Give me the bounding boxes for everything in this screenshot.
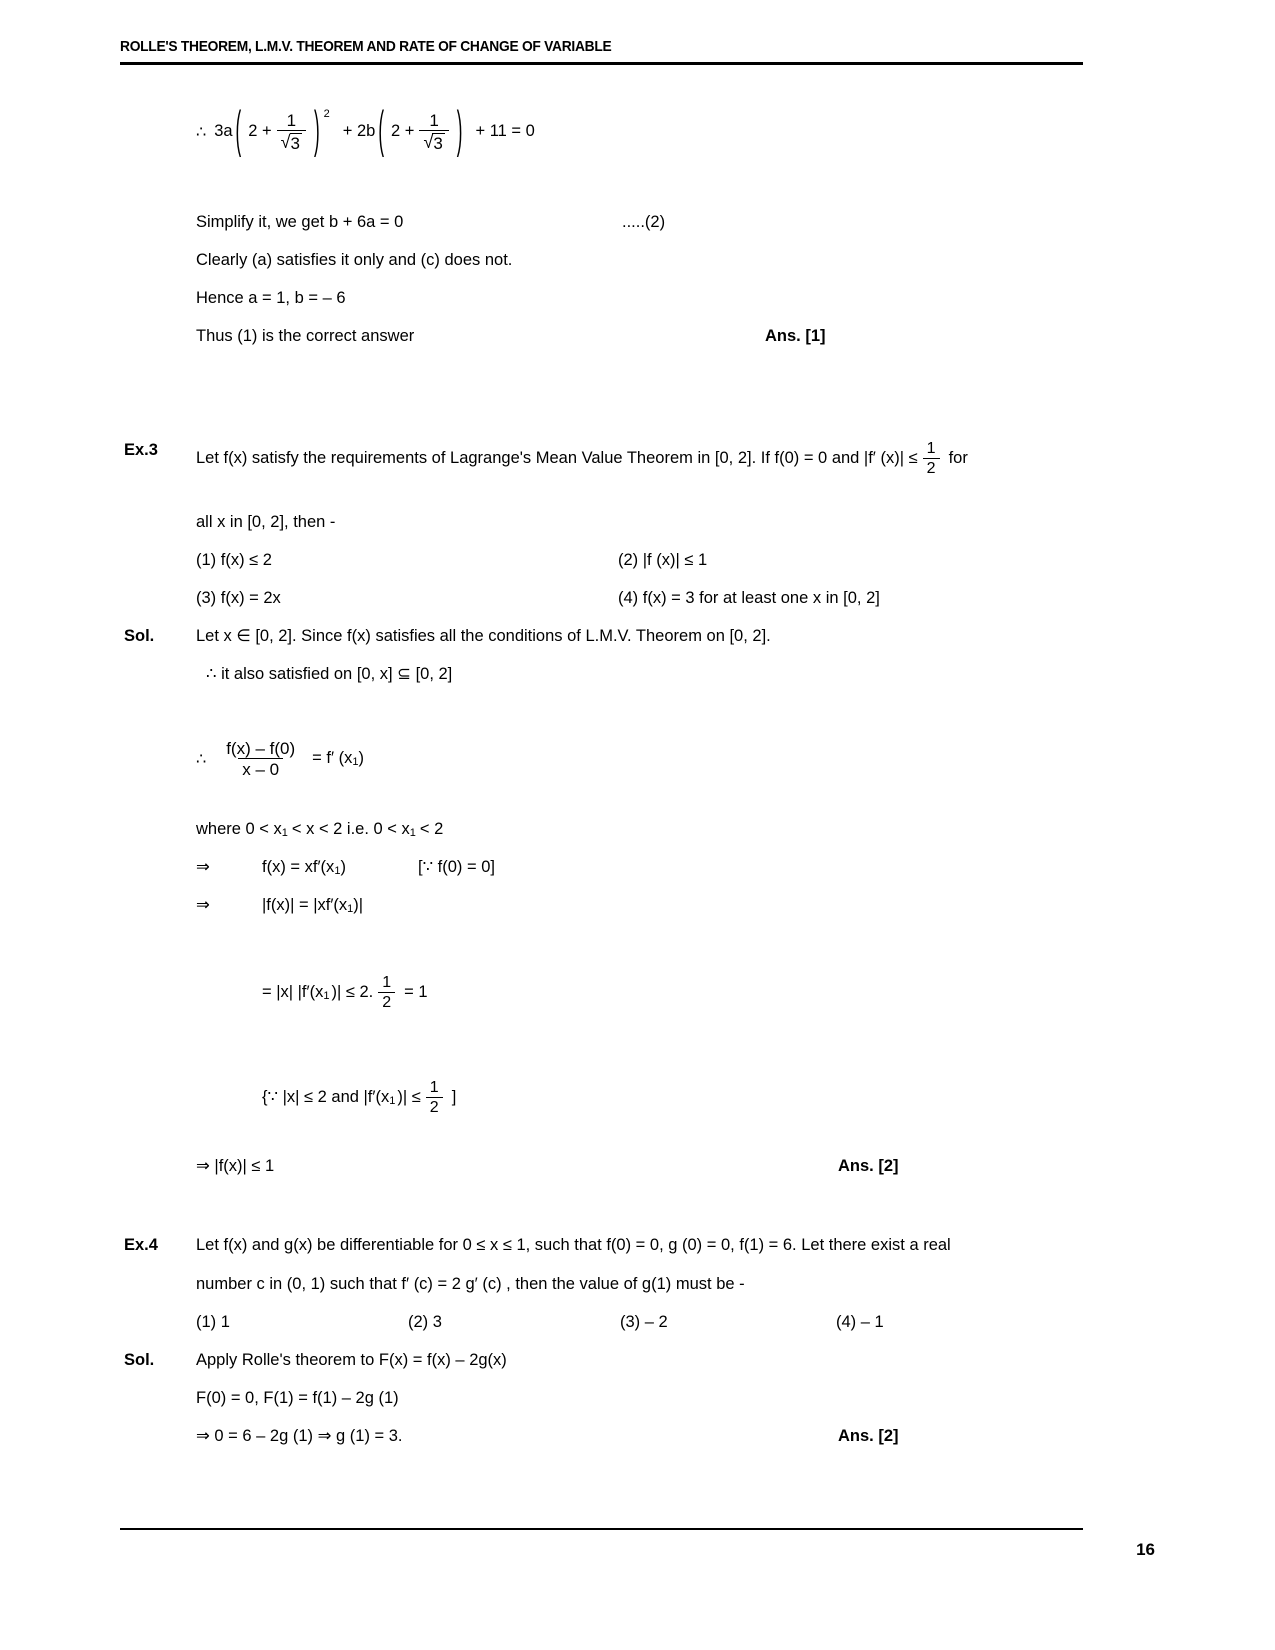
mvt-difference-quotient <box>222 740 299 778</box>
therefore-symbol: ∴ <box>196 749 207 769</box>
step3-subscript: 1 <box>323 990 330 1003</box>
top-equation <box>196 101 535 159</box>
denominator: 2 <box>378 992 395 1011</box>
fraction-one-half-step4 <box>426 1080 443 1116</box>
step4-text-mid: )| ≤ <box>397 1088 421 1107</box>
numerator: 1 <box>429 1079 439 1096</box>
denominator: 2 <box>426 1097 443 1116</box>
work-line-clearly: Clearly (a) satisfies it only and (c) does not. <box>196 251 513 269</box>
step1-subscript: 1 <box>334 865 341 878</box>
step3-text-post: = 1 <box>404 983 428 1002</box>
ex3-option-2[interactable]: (2) |f (x)| ≤ 1 <box>618 551 708 569</box>
ex3-where-line <box>196 820 443 840</box>
exponent-2: 2 <box>323 108 330 121</box>
denominator: 2 <box>923 458 940 477</box>
step3-text-pre: = |x| |f′(x <box>262 983 324 1002</box>
denominator <box>419 130 448 152</box>
ex4-option-4[interactable]: (4) – 1 <box>836 1313 884 1331</box>
ex3-sol-line2: ∴ it also satisfied on [0, x] ⊆ [0, 2] <box>206 665 453 683</box>
step2-text-post: )| <box>353 896 364 914</box>
page-header <box>120 38 1080 55</box>
footer-divider <box>120 1528 1083 1530</box>
answer-ex3: Ans. [2] <box>838 1157 899 1175</box>
ex3-mvt-equation <box>196 740 364 778</box>
work-line-hence: Hence a = 1, b = – 6 <box>196 289 346 307</box>
therefore-symbol: ∴ <box>196 122 207 142</box>
denominator <box>277 130 306 152</box>
plus-2b: + 2b <box>342 122 376 141</box>
ex3-step1-note: [∵ f(0) = 0] <box>418 858 495 876</box>
ex3-question-text-part1: Let f(x) satisfy the requirements of Lagrange's Mean Value Theorem in [0, 2]. If f(0) = 0 and |f′ (x)| ≤ <box>196 449 918 468</box>
radical-sign: √ <box>280 132 291 152</box>
where-subscript-1: 1 <box>281 827 288 840</box>
paren-close-2: ) <box>456 101 463 159</box>
step2-text-pre: |f(x)| = |xf′(x <box>262 896 348 914</box>
ex3-step1-arrow: ⇒ <box>196 858 210 876</box>
page-number: 16 <box>1136 1540 1155 1559</box>
radicand: 3 <box>290 134 300 153</box>
header-title: ROLLE'S THEOREM, L.M.V. THEOREM AND RATE OF CHANGE OF VARIABLE <box>120 38 612 55</box>
step1-text-pre: f(x) = xf′(x <box>262 858 335 876</box>
step3-text-mid: )| ≤ 2. <box>331 983 374 1002</box>
step4-text-pre: {∵ |x| ≤ 2 and |f′(x <box>262 1088 390 1107</box>
ex4-question-line1: Let f(x) and g(x) be differentiable for 0 ≤ x ≤ 1, such that f(0) = 0, g (0) = 0, f(1) = 6. Let there exist a real <box>196 1236 951 1254</box>
step2-subscript: 1 <box>347 903 354 916</box>
solution-label-ex3: Sol. <box>124 627 155 645</box>
header-divider <box>120 62 1083 65</box>
equation-tail: + 11 = 0 <box>475 122 535 141</box>
numerator: 1 <box>286 111 297 130</box>
ex3-option-1[interactable]: (1) f(x) ≤ 2 <box>196 551 272 569</box>
paren-close-1: ) <box>313 101 320 159</box>
inner-term-1: 2 + <box>248 122 272 141</box>
work-line-thus: Thus (1) is the correct answer <box>196 327 415 345</box>
solution-label-ex4: Sol. <box>124 1351 155 1369</box>
step4-text-post: ] <box>451 1088 457 1107</box>
ex3-question-line2: all x in [0, 2], then - <box>196 513 336 531</box>
ex3-option-4[interactable]: (4) f(x) = 3 for at least one x in [0, 2] <box>618 589 880 607</box>
numerator: 1 <box>382 974 392 991</box>
mvt-rhs-subscript: 1 <box>352 756 359 769</box>
fraction-1-sqrt3-b <box>419 112 448 152</box>
denominator: x – 0 <box>238 758 283 778</box>
fraction-one-half-q <box>923 441 940 477</box>
ex4-sol-line2: F(0) = 0, F(1) = f(1) – 2g (1) <box>196 1389 399 1407</box>
numerator: 1 <box>926 440 936 457</box>
inner-term-2: 2 + <box>391 122 415 141</box>
ex4-question-line2: number c in (0, 1) such that f′ (c) = 2 g′ (c) , then the value of g(1) must be - <box>196 1275 745 1293</box>
ex4-option-3[interactable]: (3) – 2 <box>620 1313 668 1331</box>
answer-ex2: Ans. [1] <box>765 327 826 345</box>
equation-tag-2: .....(2) <box>622 213 666 231</box>
ex3-step2-arrow: ⇒ <box>196 896 210 914</box>
ex3-sol-line1: Let x ∈ [0, 2]. Since f(x) satisfies all the conditions of L.M.V. Theorem on [0, 2]. <box>196 627 771 645</box>
where-text-b: < x < 2 i.e. 0 < x <box>291 820 410 838</box>
coefficient-3a: 3a <box>214 122 233 141</box>
example-label-ex4: Ex.4 <box>124 1236 158 1254</box>
fraction-1-sqrt3-a <box>277 112 306 152</box>
mvt-rhs-pre: = f′ (x <box>312 749 353 768</box>
ex3-step1-body <box>262 858 346 878</box>
ex3-question-text-part2: for <box>948 449 968 468</box>
numerator: 1 <box>429 111 439 130</box>
answer-ex4: Ans. [2] <box>838 1427 899 1445</box>
ex4-option-2[interactable]: (2) 3 <box>408 1313 442 1331</box>
where-text-a: where 0 < x <box>196 820 282 838</box>
step1-text-post: ) <box>340 858 346 876</box>
where-text-c: < 2 <box>419 820 444 838</box>
example-label-ex3: Ex.3 <box>124 441 158 459</box>
where-subscript-2: 1 <box>409 827 416 840</box>
mvt-rhs-post: ) <box>358 749 364 768</box>
ex4-sol-line3: ⇒ 0 = 6 – 2g (1) ⇒ g (1) = 3. <box>196 1427 403 1445</box>
ex4-option-1[interactable]: (1) 1 <box>196 1313 230 1331</box>
ex3-final-line: ⇒ |f(x)| ≤ 1 <box>196 1157 275 1175</box>
paren-open-1: ( <box>235 101 242 159</box>
ex3-question-line1 <box>196 441 968 477</box>
ex4-sol-line1: Apply Rolle's theorem to F(x) = f(x) – 2g(x) <box>196 1351 507 1369</box>
paren-open-2: ( <box>378 101 385 159</box>
work-line-simplify: Simplify it, we get b + 6a = 0 <box>196 213 404 231</box>
radical-sign: √ <box>423 132 434 152</box>
ex3-step3-body <box>262 975 428 1011</box>
ex3-step4-body <box>262 1080 456 1116</box>
ex3-step2-body <box>262 896 363 916</box>
ex3-option-3[interactable]: (3) f(x) = 2x <box>196 589 281 607</box>
fraction-one-half-step3 <box>378 975 395 1011</box>
step4-subscript: 1 <box>389 1095 396 1108</box>
numerator: f(x) – f(0) <box>226 739 296 758</box>
radicand: 3 <box>433 134 443 153</box>
